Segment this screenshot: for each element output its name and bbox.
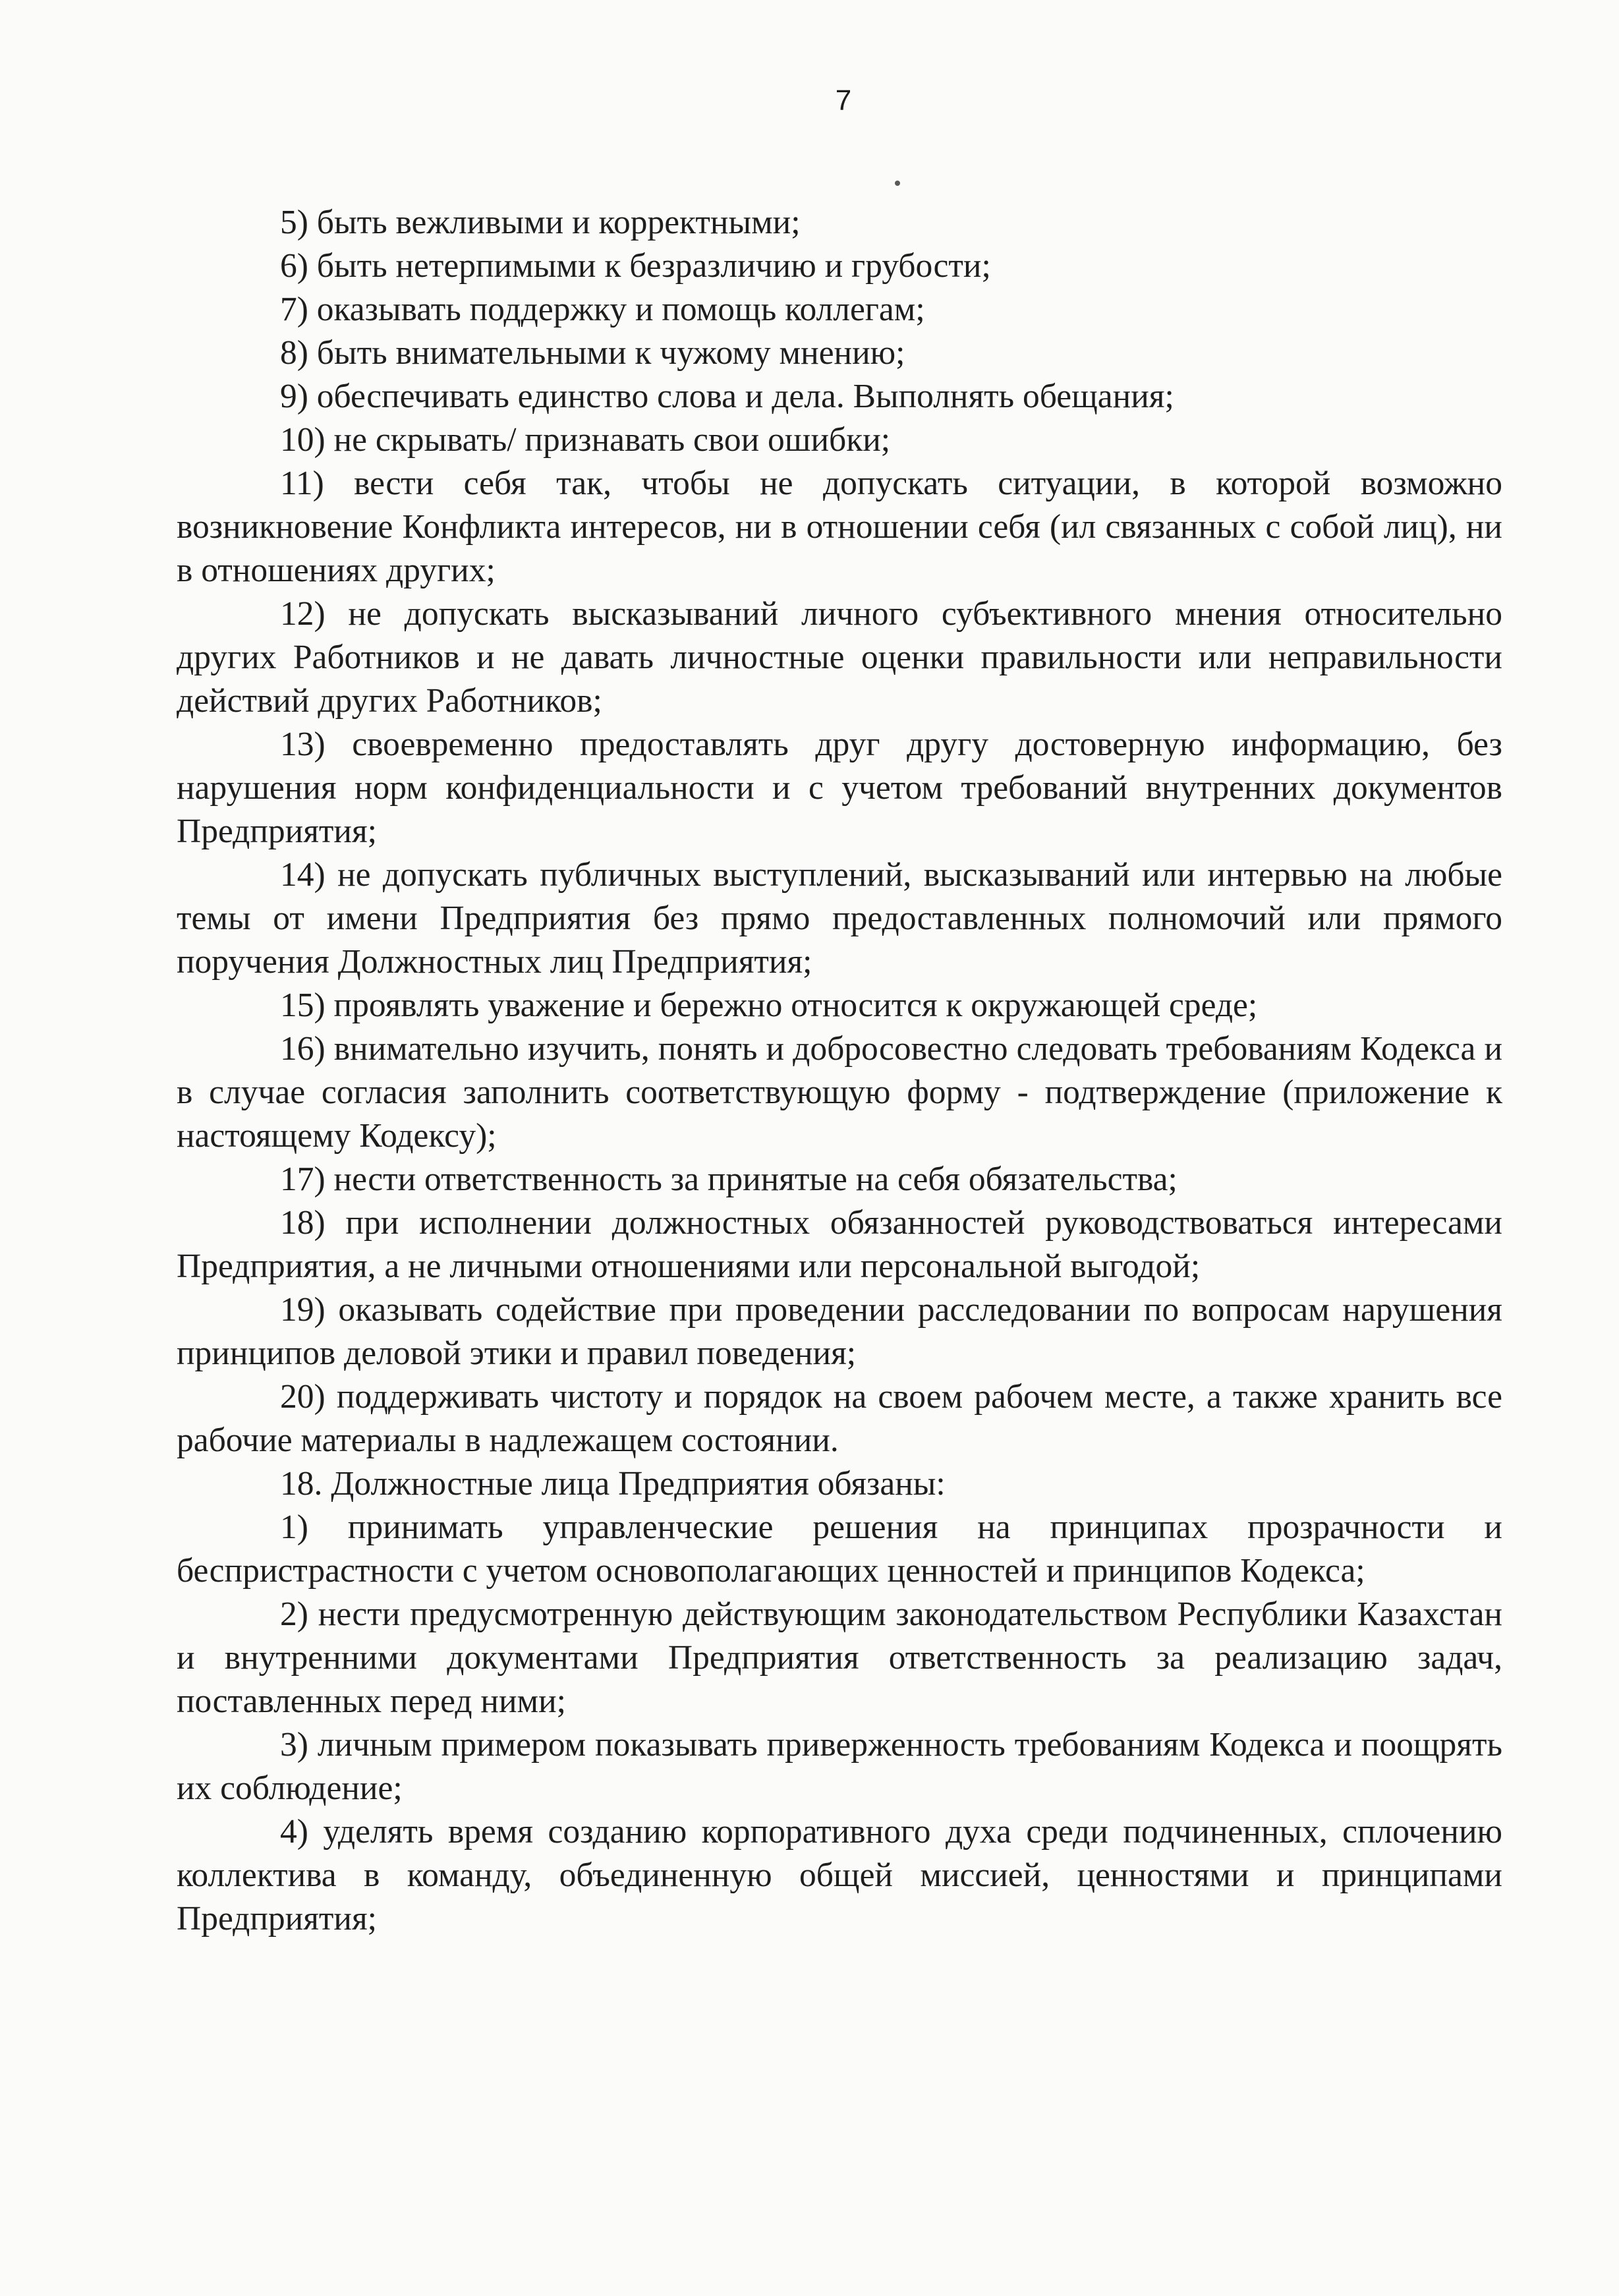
paragraph-item-16: 16) внимательно изучить, понять и добросовестно следовать требованиям Кодекса и в случае согласия заполнить соответствующую форму - подтверждение (приложение к настоящему Кодексу); [177,1030,1502,1155]
document-body [177,201,1502,1941]
scan-speck [895,181,900,186]
paragraph-item-9: 9) обеспечивать единство слова и дела. Выполнять обещания; [280,378,1174,415]
paragraph-item-14: 14) не допускать публичных выступлений, высказываний или интервью на любые темы от имени Предприятия без прямо предоставленных полномочий или прямого поручения Должностных лиц Предприятия; [177,856,1502,981]
paragraph-item-12: 12) не допускать высказываний личного субъективного мнения относительно других Работников и не давать личностные оценки правильности или неправильности действий других Работников; [177,595,1502,720]
paragraph-item-19: 19) оказывать содействие при проведении расследовании по вопросам нарушения принципов деловой этики и правил поведения; [177,1291,1502,1372]
paragraph-item-10: 10) не скрывать/ признавать свои ошибки; [280,421,891,459]
paragraph-officials-1: 1) принимать управленческие решения на принципах прозрачности и беспристрастности с учетом основополагающих ценностей и принципов Кодекса; [177,1508,1502,1590]
paragraph-item-11: 11) вести себя так, чтобы не допускать ситуации, в которой возможно возникновение Конфликта интересов, ни в отношении себя (ил связанных с собой лиц), ни в отношениях других; [177,465,1502,589]
section-heading-18: 18. Должностные лица Предприятия обязаны: [280,1465,946,1503]
page-number: 7 [835,84,852,117]
paragraph-officials-3: 3) личным примером показывать приверженность требованиям Кодекса и поощрять их соблюдение; [177,1726,1502,1807]
paragraph-item-13: 13) своевременно предоставлять друг другу достоверную информацию, без нарушения норм конфиденциальности и с учетом требований внутренних документов Предприятия; [177,726,1502,850]
paragraph-item-8: 8) быть внимательными к чужому мнению; [280,334,905,372]
paragraph-item-20: 20) поддерживать чистоту и порядок на своем рабочем месте, а также хранить все рабочие материалы в надлежащем состоянии. [177,1378,1502,1459]
paragraph-item-5: 5) быть вежливыми и корректными; [280,204,801,241]
paragraph-item-17: 17) нести ответственность за принятые на себя обязательства; [280,1161,1178,1198]
paragraph-item-15: 15) проявлять уважение и бережно относится к окружающей среде; [280,987,1258,1024]
paragraph-item-6: 6) быть нетерпимыми к безразличию и грубости; [280,247,991,285]
paragraph-item-7: 7) оказывать поддержку и помощь коллегам; [280,291,925,328]
paragraph-officials-2: 2) нести предусмотренную действующим законодательством Республики Казахстан и внутренними документами Предприятия ответственность за реализацию задач, поставленных перед ними; [177,1595,1502,1720]
paragraph-officials-4: 4) уделять время созданию корпоративного духа среди подчиненных, сплочению коллектива в команду, объединенную общей миссией, ценностями и принципами Предприятия; [177,1813,1502,1937]
paragraph-item-18: 18) при исполнении должностных обязанностей руководствоваться интересами Предприятия, а не личными отношениями или персональной выгодой; [177,1204,1502,1285]
